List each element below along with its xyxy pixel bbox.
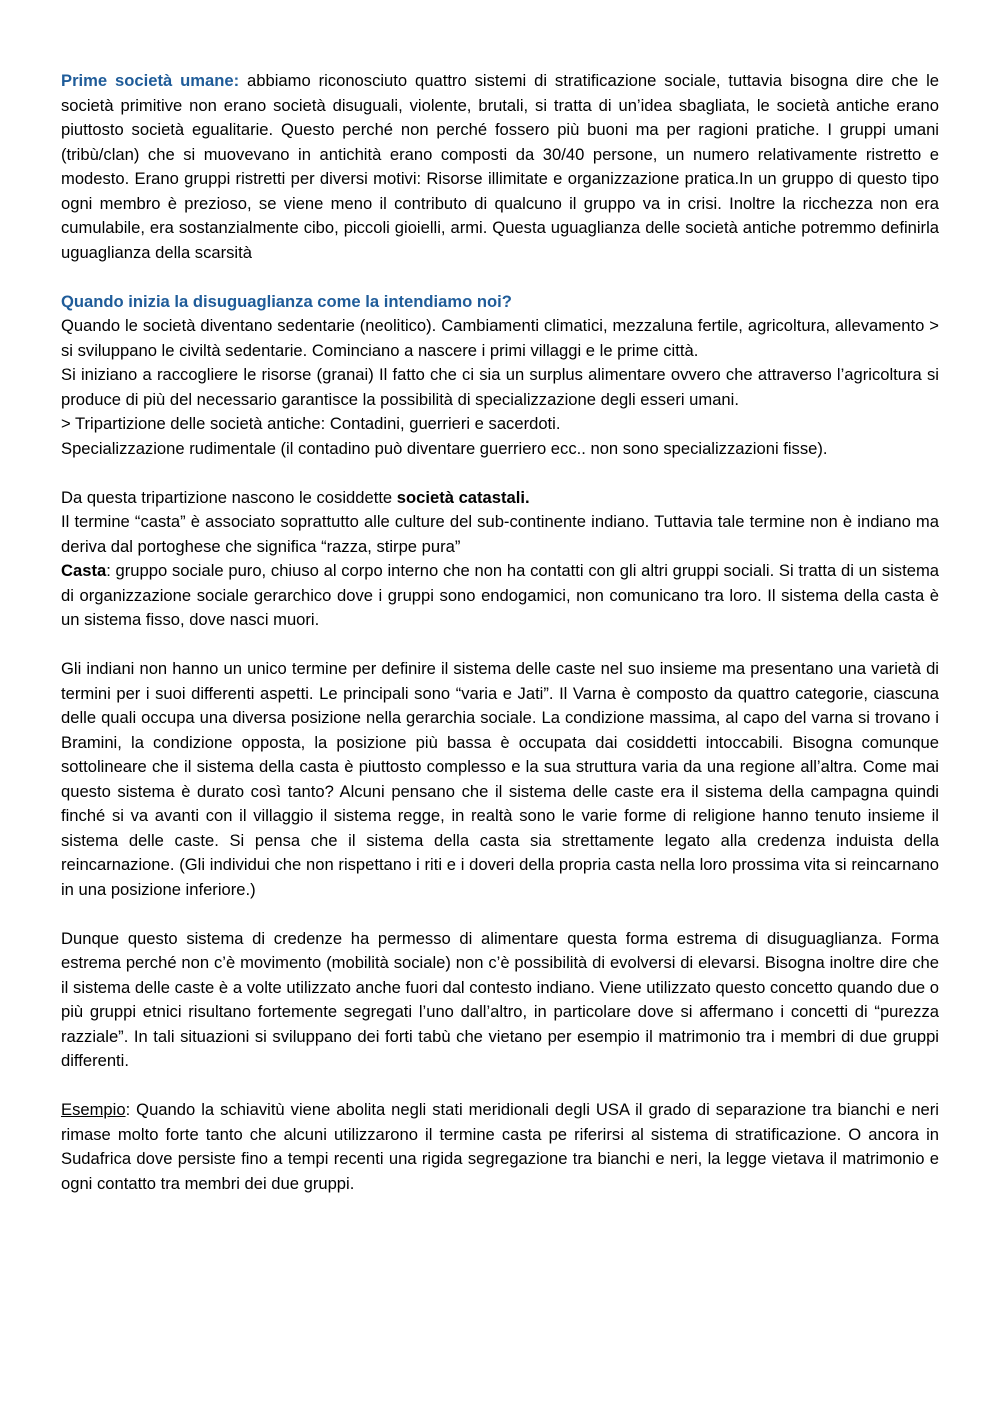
paragraph-gap bbox=[61, 265, 939, 290]
paragraph-varna: Gli indiani non hanno un unico termine per definire il sistema delle caste nel suo insieme ma presentano una varietà di termini per i suoi differenti aspetti. Le principali sono “varia e Jati”. Il Varna è composto da quattro categorie, ciascuna delle quali occupa una diversa posizione nella gerarchia sociale. La condizione massima, al capo del varna si trovano i Bramini, la condizione opposta, la posizione più bassa è occupata dai cosiddetti intoccabili. Bisogna comunque sottolineare che il sistema della casta è piuttosto complesso e la sua struttura varia da una regione all’altra. Come mai questo sistema è durato così tanto? Alcuni pensano che il sistema delle caste era il sistema della campagna quindi finché si va avanti con il villaggio il sistema regge, in realtà sono le varie forme di religione hanno tenuto insieme il sistema delle caste. Si pensa che il sistema della casta sia strettamente legato alla credenza induista della reincarnazione. (Gli individui che non rispettano i riti e i doveri della propria casta nella loro prossima vita si reincarnano in una posizione inferiore.) bbox=[61, 659, 939, 899]
heading-disuguaglianza: Quando inizia la disuguaglianza come la intendiamo noi? bbox=[61, 291, 512, 311]
term-societa-catastali: società catastali. bbox=[396, 487, 530, 507]
paragraph-sedentarie: Quando le società diventano sedentarie (neolitico). Cambiamenti climatici, mezzaluna fertile, agricoltura, allevamento > si sviluppano le civiltà sedentarie. Cominciano a nascere i primi villaggi e le prime città. bbox=[61, 316, 939, 360]
paragraph-tripartizione: > Tripartizione delle società antiche: Contadini, guerrieri e sacerdoti. bbox=[61, 414, 561, 433]
paragraph-prime-societa bbox=[61, 69, 939, 265]
paragraph-gap bbox=[61, 902, 939, 927]
paragraph-specializzazione: Specializzazione rudimentale (il contadino può diventare guerriero ecc.. non sono specializzazioni fisse). bbox=[61, 438, 828, 458]
casta-definition-text: : gruppo sociale puro, chiuso al corpo interno che non ha contatti con gli altri gruppi sociali. Si tratta di un sistema di organizzazione sociale gerarchico dove i gruppi sono endogamici, non comunicano tra loro. Il sistema della casta è un sistema fisso, dove nasci muori. bbox=[61, 561, 939, 629]
paragraph-credenze: Dunque questo sistema di credenze ha permesso di alimentare questa forma estrema di disuguaglianza. Forma estrema perché non c’è movimento (mobilità sociale) non c’è possibilità di evolversi di elevarsi. Bisogna inoltre dire che il sistema delle caste è a volte utilizzato anche fuori dal contesto indiano. Viene utilizzato questo concetto quando due o più gruppi etnici risultano fortemente segregati l’uno dall’altro, in particolare dove si affermano i concetti di “purezza razziale”. In tali situazioni si sviluppano dei forti tabù che vietano per esempio il matrimonio tra i membri di due gruppi differenti. bbox=[61, 928, 939, 1070]
paragraph-risorse: Si iniziano a raccogliere le risorse (granai) Il fatto che ci sia un surplus alimentare ovvero che attraverso l’agricoltura si produce di più del necessario garantisce la possibilità di specializzazione degli esseri umani. bbox=[61, 365, 939, 409]
paragraph-esempio bbox=[61, 1098, 939, 1196]
label-esempio: Esempio bbox=[61, 1100, 126, 1119]
heading-prime-societa: Prime società umane: bbox=[61, 71, 240, 90]
esempio-text: : Quando la schiavitù viene abolita negli stati meridionali degli USA il grado di separazione tra bianchi e neri rimase molto forte tanto che alcuni utilizzarono il termine casta pe riferirsi al sistema di stratificazione. O ancora in Sudafrica dove persiste fino a tempi recenti una rigida segregazione tra bianchi e neri, la legge vietava il matrimonio e ogni contatto tra membri dei due gruppi. bbox=[61, 1100, 939, 1193]
paragraph-text: abbiamo riconosciuto quattro sistemi di stratificazione sociale, tuttavia bisogna dire che le società primitive non erano società disuguali, violente, brutali, si tratta di un’idea sbagliata, le società antiche erano piuttosto società egualitarie. Questo perché non perché fossero più buoni ma per ragioni pratiche. I gruppi umani (tribù/clan) che si muovevano in antichità erano composti da 30/40 persone, un numero relativamente ristretto e modesto. Erano gruppi ristretti per diversi motivi: Risorse illimitate e organizzazione pratica.In un gruppo di questo tipo ogni membro è prezioso, se viene meno il contributo di qualcuno il gruppo va in crisi. Inoltre la ricchezza non era cumulabile, era sostanzialmente cibo, piccoli gioielli, armi. Questa uguaglianza delle società antiche potremmo definirla uguaglianza della scarsità bbox=[61, 71, 939, 262]
paragraph-casta-definizione bbox=[61, 559, 939, 633]
intro-text: Da questa tripartizione nascono le cosiddette bbox=[61, 487, 397, 507]
document-page bbox=[61, 69, 939, 1196]
paragraph-gap bbox=[61, 1074, 939, 1099]
term-casta: Casta bbox=[61, 561, 107, 580]
paragraph-gap bbox=[61, 461, 939, 486]
paragraph-societa-catastali bbox=[61, 486, 939, 511]
paragraph-termine-casta: Il termine “casta” è associato soprattutto alle culture del sub-continente indiano. Tuttavia tale termine non è indiano ma deriva dal portoghese che significa “razza, stirpe pura” bbox=[61, 512, 939, 556]
paragraph-gap bbox=[61, 633, 939, 658]
